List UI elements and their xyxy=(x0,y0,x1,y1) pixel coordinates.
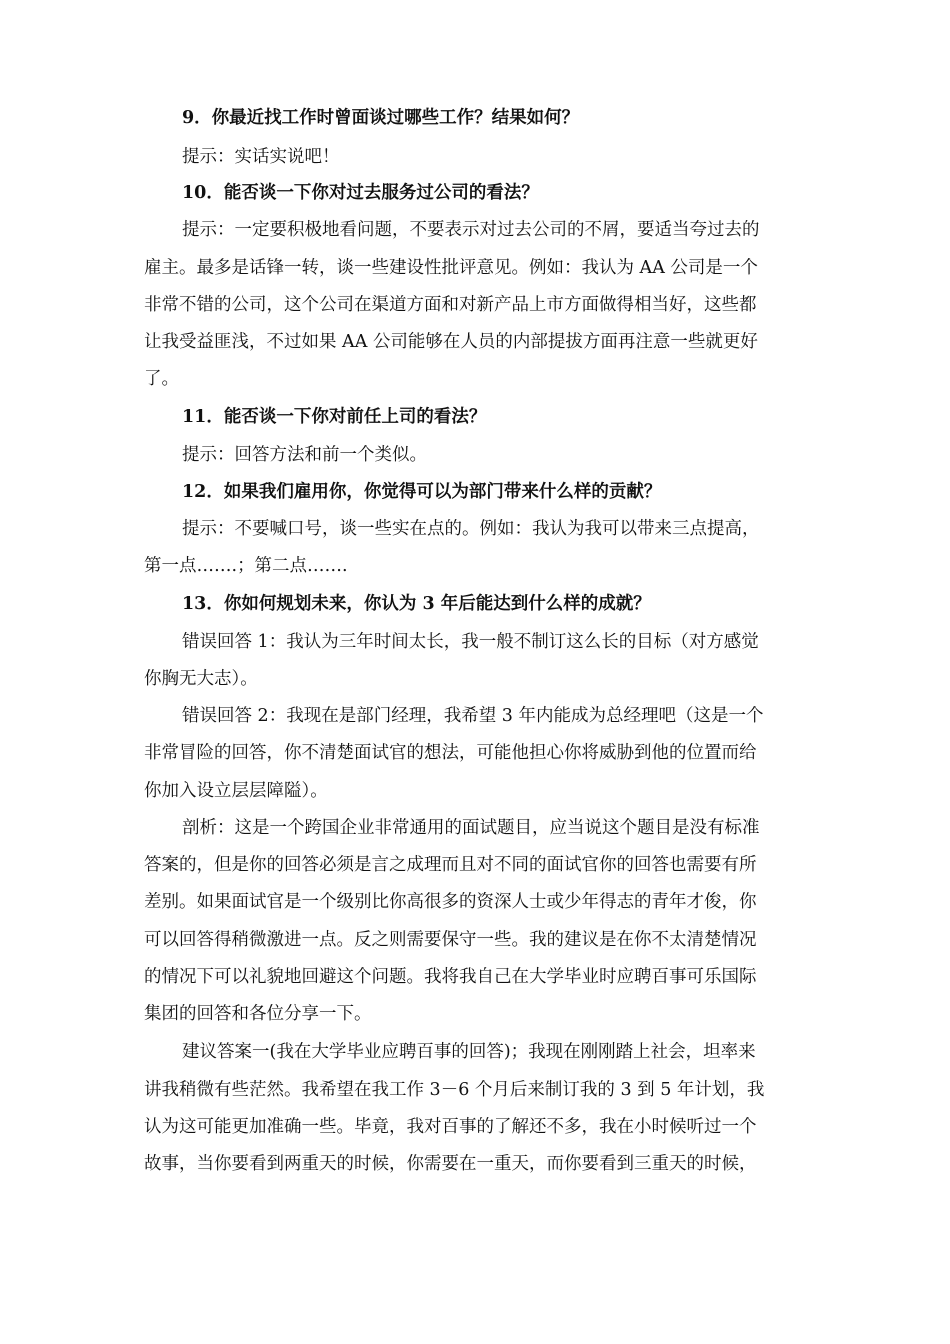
text-line: 了。 xyxy=(144,369,179,389)
question-heading: 13．你如何规划未来，你认为 3 年后能达到什么样的成就？ xyxy=(182,594,651,614)
question-heading: 10．能否谈一下你对过去服务过公司的看法？ xyxy=(182,183,539,203)
hint-paragraph: 提示：一定要积极地看问题，不要表示对过去公司的不屑，要适当夸过去的 xyxy=(182,220,760,240)
text-line: 讲我稍微有些茫然。我希望在我工作 3－6 个月后来制订我的 3 到 5 年计划，我 xyxy=(144,1080,765,1100)
suggested-answer-paragraph: 建议答案一(我在大学毕业应聘百事的回答)；我现在刚刚踏上社会，坦率来 xyxy=(182,1042,756,1062)
text-line: 你加入设立层层障隘）。 xyxy=(144,781,328,801)
text-line: 可以回答得稍微激进一点。反之则需要保守一些。我的建议是在你不太清楚情况 xyxy=(144,930,757,950)
text-line: 你胸无大志）。 xyxy=(144,669,258,689)
text-line: 差别。如果面试官是一个级别比你高很多的资深人士或少年得志的青年才俊，你 xyxy=(144,892,757,912)
question-heading: 11．能否谈一下你对前任上司的看法？ xyxy=(182,407,487,427)
question-heading: 12．如果我们雇用你，你觉得可以为部门带来什么样的贡献？ xyxy=(182,482,662,502)
analysis-paragraph: 剖析：这是一个跨国企业非常通用的面试题目，应当说这个题目是没有标准 xyxy=(182,818,760,838)
answer-paragraph: 错误回答 2：我现在是部门经理，我希望 3 年内能成为总经理吧（这是一个 xyxy=(182,706,764,726)
answer-paragraph: 错误回答 1：我认为三年时间太长，我一般不制订这么长的目标（对方感觉 xyxy=(182,632,759,652)
text-line: 的情况下可以礼貌地回避这个问题。我将我自己在大学毕业时应聘百事可乐国际 xyxy=(144,967,757,987)
hint-paragraph: 提示：实话实说吧！ xyxy=(182,147,340,167)
text-line: 集团的回答和各位分享一下。 xyxy=(144,1004,372,1024)
text-line: 非常冒险的回答，你不清楚面试官的想法，可能他担心你将威胁到他的位置而给 xyxy=(144,743,757,763)
text-line: 让我受益匪浅，不过如果 AA 公司能够在人员的内部提拔方面再注意一些就更好 xyxy=(144,332,758,352)
text-line: 认为这可能更加准确一些。毕竟，我对百事的了解还不多，我在小时候听过一个 xyxy=(144,1117,757,1137)
hint-paragraph: 提示：不要喊口号，谈一些实在点的。例如：我认为我可以带来三点提高， xyxy=(182,519,760,539)
text-line: 第一点…….；第二点……. xyxy=(144,556,348,576)
text-line: 故事，当你要看到两重天的时候，你需要在一重天，而你要看到三重天的时候， xyxy=(144,1154,757,1174)
text-line: 雇主。最多是话锋一转，谈一些建设性批评意见。例如：我认为 AA 公司是一个 xyxy=(144,258,758,278)
question-heading: 9．你最近找工作时曾面谈过哪些工作？结果如何？ xyxy=(182,108,580,128)
text-line: 答案的，但是你的回答必须是言之成理而且对不同的面试官你的回答也需要有所 xyxy=(144,855,757,875)
hint-paragraph: 提示：回答方法和前一个类似。 xyxy=(182,445,427,465)
text-line: 非常不错的公司，这个公司在渠道方面和对新产品上市方面做得相当好，这些都 xyxy=(144,295,757,315)
